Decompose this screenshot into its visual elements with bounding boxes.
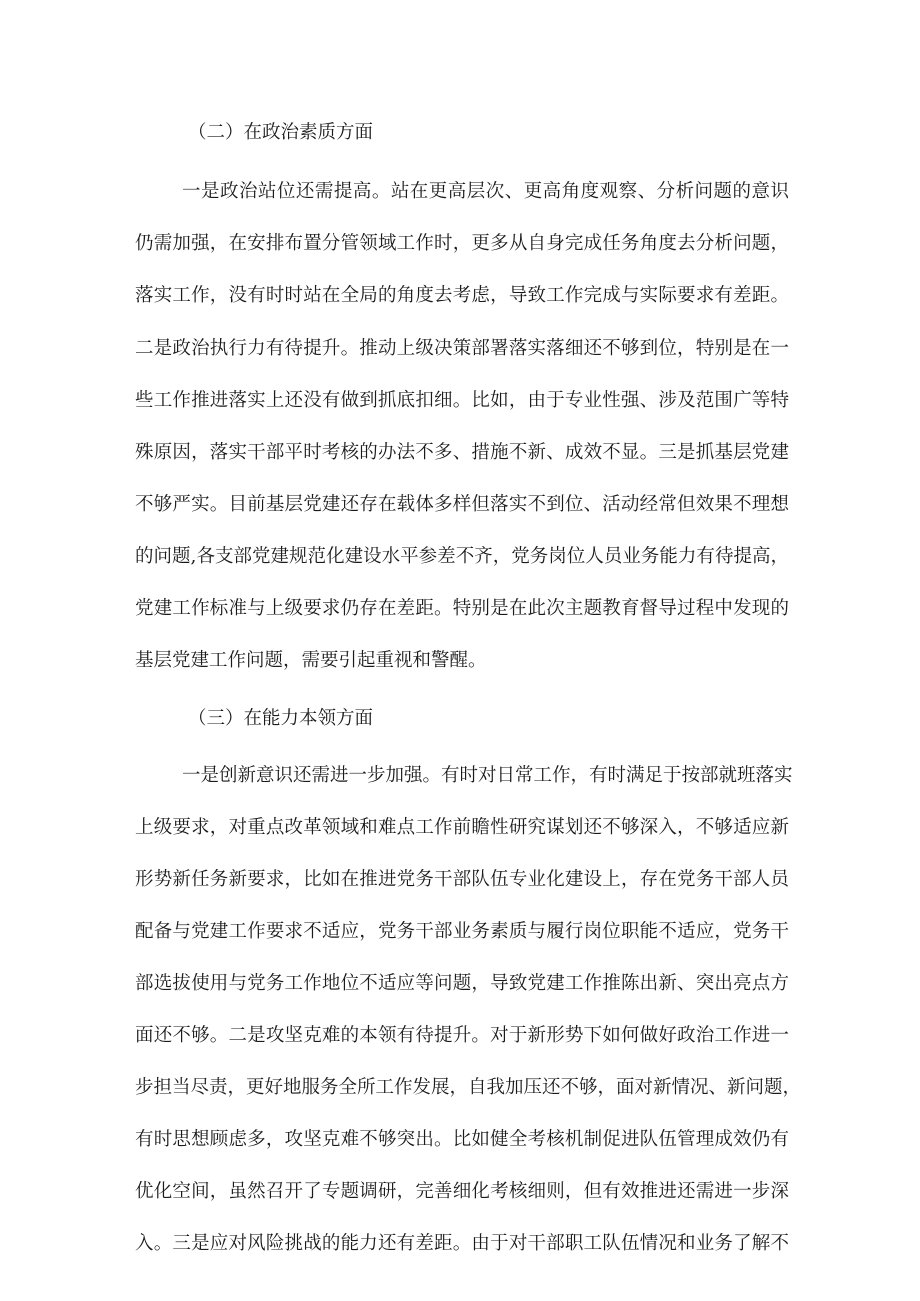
paragraph-line: 二是政治执行力有待提升。推动上级决策部署落实落细还不够到位，特别是在一 [135,338,789,359]
paragraph-line: 仍需加强，在安排布置分管领域工作时，更多从自身完成任务角度去分析问题， [135,233,789,254]
paragraph-line: 不够严实。目前基层党建还存在载体多样但落实不到位、活动经常但效果不理想 [135,494,789,515]
paragraph-line: 些工作推进落实上还没有做到抓底扣细。比如，由于专业性强、涉及范围广等特 [135,390,789,411]
paragraph-line: 上级要求，对重点改革领域和难点工作前瞻性研究谋划还不够深入，不够适应新 [135,817,789,838]
paragraph-line: 的问题,各支部党建规范化建设水平参差不齐，党务岗位人员业务能力有待提高， [135,546,789,567]
paragraph-line: 一是政治站位还需提高。站在更高层次、更高角度观察、分析问题的意识 [182,181,789,202]
paragraph-line: 面还不够。二是攻坚克难的本领有待提升。对于新形势下如何做好政治工作进一 [135,1025,789,1046]
paragraph-line: 有时思想顾虑多，攻坚克难不够突出。比如健全考核机制促进队伍管理成效仍有 [135,1129,789,1150]
paragraph-line: 基层党建工作问题，需要引起重视和警醒。 [135,650,487,671]
paragraph-line: 殊原因，落实干部平时考核的办法不多、措施不新、成效不显。三是抓基层党建 [135,442,789,463]
section-heading-ability: （三）在能力本领方面 [188,708,374,729]
paragraph-line: 配备与党建工作要求不适应，党务干部业务素质与履行岗位职能不适应，党务干 [135,921,789,942]
paragraph-line: 入。三是应对风险挑战的能力还有差距。由于对干部职工队伍情况和业务了解不 [135,1233,789,1254]
paragraph-line: 一是创新意识还需进一步加强。有时对日常工作，有时满足于按部就班落实 [182,765,793,786]
paragraph-line: 党建工作标准与上级要求仍存在差距。特别是在此次主题教育督导过程中发现的 [135,598,789,619]
paragraph-line: 形势新任务新要求，比如在推进党务干部队伍专业化建设上，存在党务干部人员 [135,869,789,890]
paragraph-line: 部选拔使用与党务工作地位不适应等问题，导致党建工作推陈出新、突出亮点方 [135,973,789,994]
paragraph-line: 优化空间，虽然召开了专题调研，完善细化考核细则，但有效推进还需进一步深 [135,1181,789,1202]
paragraph-line: 步担当尽责，更好地服务全所工作发展，自我加压还不够，面对新情况、新问题， [135,1077,802,1098]
section-heading-political-quality: （二）在政治素质方面 [188,122,374,143]
paragraph-line: 落实工作，没有时时站在全局的角度去考虑，导致工作完成与实际要求有差距。 [135,285,789,306]
